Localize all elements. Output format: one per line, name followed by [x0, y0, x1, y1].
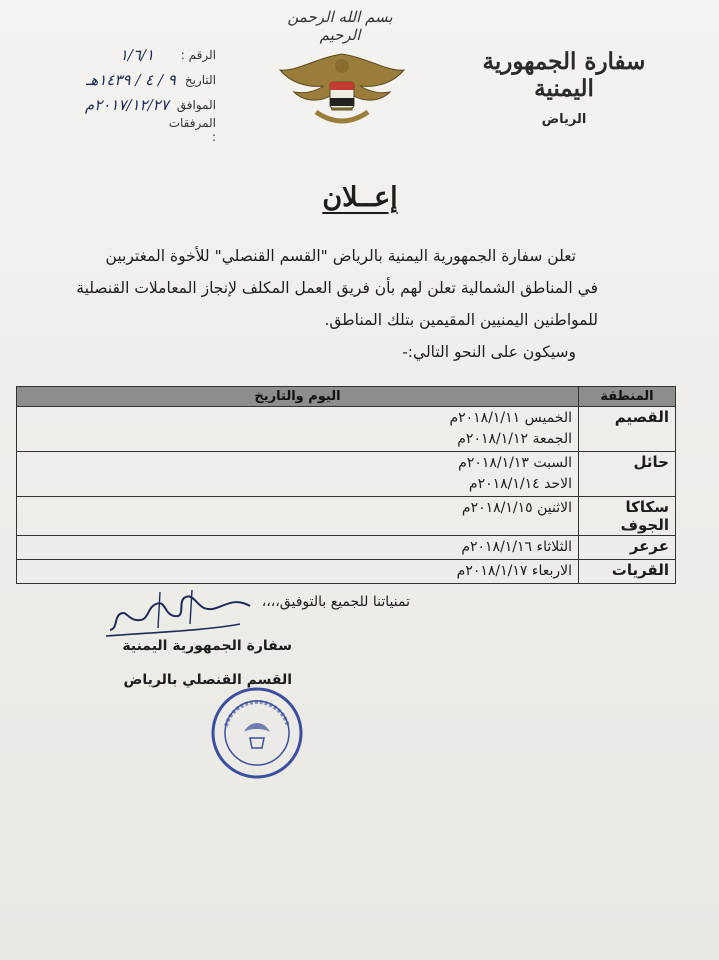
- day-entry: الاحد ٢٠١٨/١/١٤م: [468, 476, 572, 492]
- table-row: [17, 452, 676, 497]
- day-entry: الاربعاء ٢٠١٨/١/١٧م: [456, 563, 572, 579]
- reference-block: [86, 42, 216, 142]
- header-region: المنطقة: [579, 387, 676, 407]
- table-header-row: [17, 387, 676, 407]
- meta-label: الرقم :: [180, 47, 216, 62]
- day-entry: الخميس ٢٠١٨/١/١١م: [449, 410, 572, 426]
- signatory-embassy: سفارة الجمهورية اليمنية: [122, 638, 292, 654]
- day-entry: الاثنين ٢٠١٨/١/١٥م: [461, 500, 572, 516]
- days-cell: [17, 560, 579, 584]
- embassy-letterhead: [449, 48, 679, 127]
- eagle-emblem-icon: [276, 48, 408, 134]
- meta-label: المرفقات :: [168, 115, 216, 144]
- days-cell: [17, 497, 579, 536]
- announcement-body: [76, 240, 598, 368]
- meta-label: التاريخ: [184, 72, 216, 87]
- body-line: في المناطق الشمالية تعلن لهم بأن فريق العمل المكلف لإنجاز المعاملات القنصلية: [76, 279, 598, 297]
- embassy-name: سفارة الجمهورية اليمنية: [482, 48, 646, 102]
- region-cell: حائل: [579, 452, 676, 497]
- body-line: للمواطنين اليمنيين المقيمين بتلك المناطق.: [324, 311, 598, 329]
- days-cell: [17, 452, 579, 497]
- basmala: بسم الله الرحمن الرحيم: [287, 8, 393, 44]
- meta-row: [86, 67, 216, 92]
- day-entry: الثلاثاء ٢٠١٨/١/١٦م: [461, 539, 572, 555]
- table-row: [17, 407, 676, 452]
- signatory-section: القسم القنصلي بالرياض: [123, 672, 292, 688]
- meta-row: [86, 117, 216, 142]
- announcement-title: إعــلان: [322, 182, 398, 213]
- region-cell: القصيم: [579, 407, 676, 452]
- table-row: [17, 560, 676, 584]
- table-row: [17, 497, 676, 536]
- meta-value: ١/٦/١: [119, 45, 154, 64]
- body-line: تعلن سفارة الجمهورية اليمنية بالرياض "القسم القنصلي" للأخوة المغتربين: [105, 247, 576, 265]
- day-entry: السبت ٢٠١٨/١/١٣م: [458, 455, 572, 471]
- closing-line: تمنياتنا للجميع بالتوفيق،،،،: [261, 594, 410, 610]
- table-row: [17, 536, 676, 560]
- handwritten-signature: [100, 584, 260, 644]
- meta-row: [86, 42, 216, 67]
- meta-label: الموافق: [176, 97, 216, 112]
- days-cell: [17, 407, 579, 452]
- days-cell: [17, 536, 579, 560]
- region-cell: سكاكا الجوف: [579, 497, 676, 536]
- official-stamp-icon: [210, 686, 304, 780]
- region-cell: عرعر: [579, 536, 676, 560]
- schedule-table: [16, 386, 676, 584]
- header-days: اليوم والتاريخ: [17, 387, 579, 407]
- meta-row: [86, 92, 216, 117]
- region-cell: القريات: [579, 560, 676, 584]
- meta-value: ٩ / ٤ / ١٤٣٩هـ: [86, 70, 176, 89]
- meta-value: ٢٠١٧/١٢/٢٧م: [84, 95, 169, 114]
- day-entry: الجمعة ٢٠١٨/١/١٢م: [457, 431, 572, 447]
- embassy-city: الرياض: [541, 112, 587, 127]
- body-line: وسيكون على النحو التالي:-: [402, 343, 576, 361]
